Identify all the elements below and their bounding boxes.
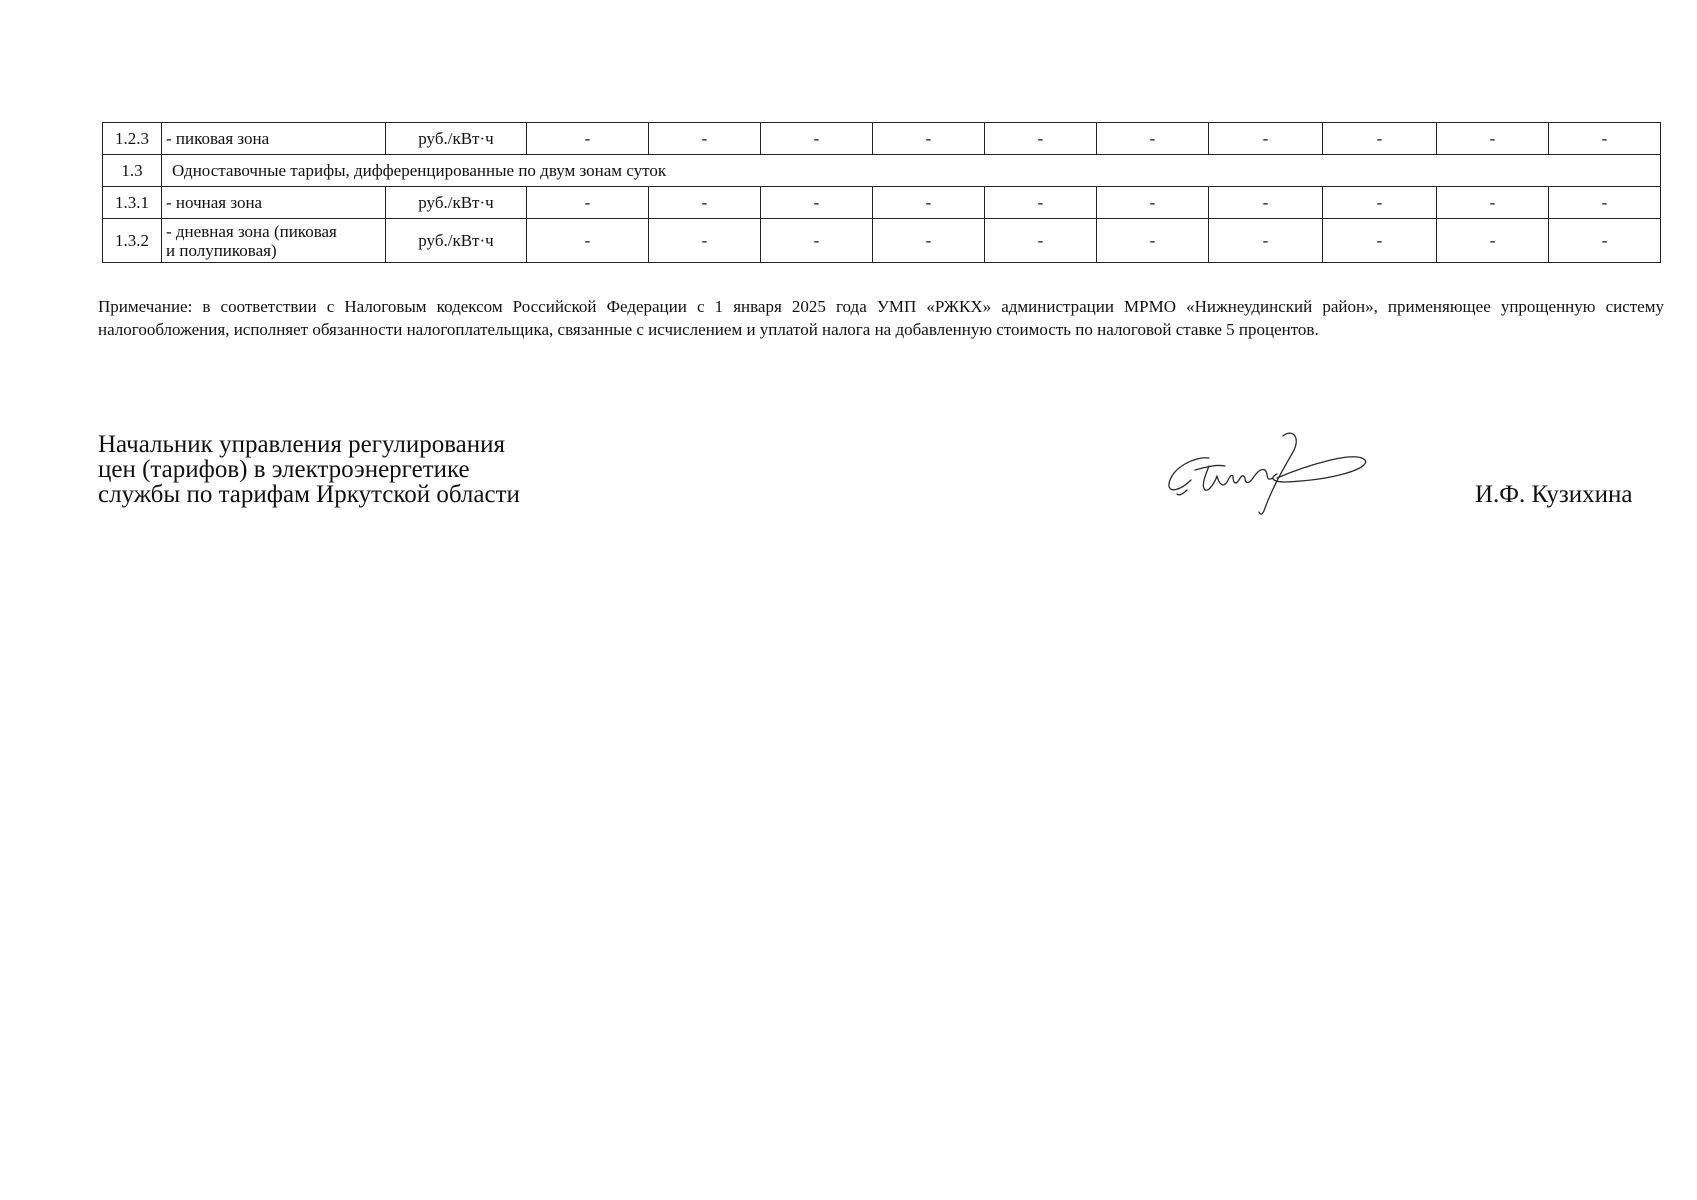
table-row [103,219,1661,263]
value-cell: - [1549,219,1661,263]
value-cell: - [873,123,985,155]
value-cell: - [527,187,649,219]
value-cell: - [527,219,649,263]
value-cell: - [1323,123,1437,155]
row-number: 1.2.3 [103,123,162,155]
value-cell: - [985,219,1097,263]
position-line: цен (тарифов) в электроэнергетике [98,456,470,483]
handwritten-signature [1165,428,1370,518]
value-cell: - [985,187,1097,219]
value-cell: - [1437,187,1549,219]
row-name: - пиковая зона [162,123,386,155]
value-cell: - [649,187,761,219]
value-cell: - [1209,187,1323,219]
value-cell: - [1323,187,1437,219]
section-title: Одноставочные тарифы, дифференцированные по двум зонам суток [162,155,1661,187]
row-number: 1.3 [103,155,162,187]
row-number: 1.3.2 [103,219,162,263]
row-name: - ночная зона [162,187,386,219]
value-cell: - [1097,219,1209,263]
value-cell: - [1323,219,1437,263]
value-cell: - [649,123,761,155]
table-row [103,187,1661,219]
value-cell: - [1209,219,1323,263]
value-cell: - [1209,123,1323,155]
signer-name: И.Ф. Кузихина [1475,481,1633,508]
row-name [162,219,386,263]
value-cell: - [527,123,649,155]
value-cell: - [1549,123,1661,155]
value-cell: - [761,219,873,263]
tariff-table [102,122,1661,263]
value-cell: - [1437,123,1549,155]
value-cell: - [873,219,985,263]
row-unit: руб./кВт·ч [386,123,527,155]
row-unit: руб./кВт·ч [386,187,527,219]
value-cell: - [761,187,873,219]
value-cell: - [1549,187,1661,219]
row-number: 1.3.1 [103,187,162,219]
tax-note: Примечание: в соответствии с Налоговым кодексом Российской Федерации с 1 января 2025 года УМП «РЖКХ» администрации МРМО «Нижнеудинский район», применяющее упрощенную систему налогообложения, исполняет обязанности налогоплательщика, связанные с исчислением и уплатой налога на добавленную стоимость по налоговой ставке 5 процентов. [98,297,1664,339]
value-cell: - [1437,219,1549,263]
row-name-line: - дневная зона (пиковая [166,221,337,241]
value-cell: - [1097,123,1209,155]
table-row [103,123,1661,155]
signatory-position [98,432,520,507]
position-line: службы по тарифам Иркутской области [98,481,520,508]
table-section-row [103,155,1661,187]
value-cell: - [649,219,761,263]
value-cell: - [761,123,873,155]
position-line: Начальник управления регулирования [98,431,506,458]
value-cell: - [1097,187,1209,219]
value-cell: - [873,187,985,219]
value-cell: - [985,123,1097,155]
row-name-line: и полупиковая) [166,240,277,260]
row-unit: руб./кВт·ч [386,219,527,263]
